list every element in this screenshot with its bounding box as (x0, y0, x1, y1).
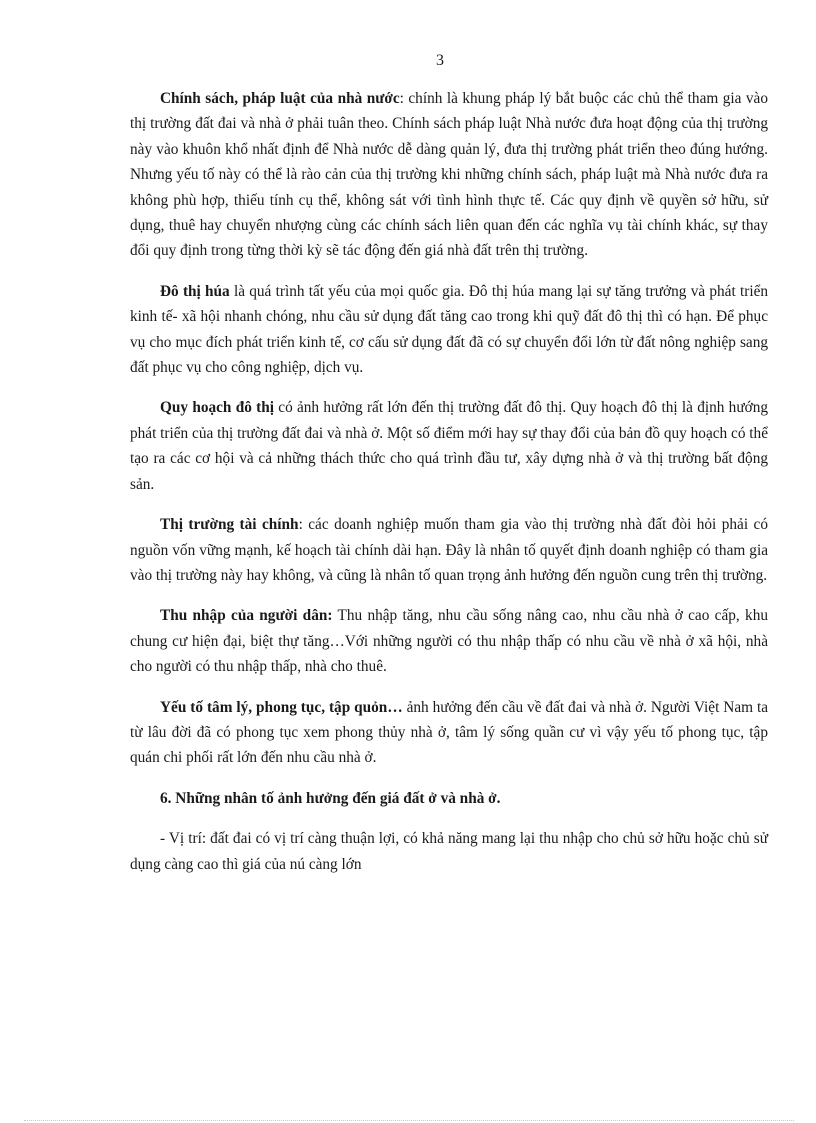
section-heading (130, 786, 768, 811)
paragraph-urbanization (130, 279, 768, 381)
bullet-location: - Vị trí: đất đai có vị trí càng thuận lợi, có khả năng mang lại thu nhập cho chủ sở hữu hoặc chủ sử dụng càng cao thì giá của nú càng lớn (130, 830, 768, 873)
paragraph-text: ảnh hưởng đến cầu về đất đai và nhà ở. Người Việt Nam ta từ lâu đời đã có phong tục xem phong thủy nhà ở, tâm lý sống quần cư vì vậy yếu tố phong tục, tập quán chi phối rất lớn đến nhu cầu nhà ở. (130, 698, 768, 767)
paragraph-text: : chính là khung pháp lý bắt buộc các chủ thể tham gia vào thị trường đất đai và nhà ở phải tuân theo. Chính sách pháp luật Nhà nước đưa hoạt động của thị trường này vào khuôn khổ nhất định để Nhà nước dễ dàng quản lý, đưa thị trường phát triển theo đúng hướng. Nhưng yếu tố này có thể là rào cản của thị trường khi những chính sách, pháp luật mà Nhà nước đưa ra không phù hợp, thiếu tính cụ thể, không sát với tình hình thực tế. Các quy định về quyền sở hữu, sử dụng, thuê hay chuyển nhượng cùng các chính sách liên quan đến các nghĩa vụ tài chính khác, sự thay đổi quy định trong từng thời kỳ sẽ tác động đến giá nhà đất trên thị trường. (130, 90, 768, 260)
page-bottom-divider (24, 1120, 794, 1121)
paragraph-text: Thu nhập tăng, nhu cầu sống nâng cao, nhu cầu nhà ở cao cấp, khu chung cư hiện đại, biệt thự tăng…Với những người có thu nhập thấp có nhu cầu về nhà ở xã hội, nhà cho người có thu nhập thấp, nhà cho thuê. (130, 607, 768, 676)
page-number: 3 (436, 52, 444, 69)
paragraph-urban-planning (130, 395, 768, 497)
paragraph-lead: Yếu tố tâm lý, phong tục, tập quỏn… (160, 698, 403, 716)
paragraph-financial-market (130, 512, 768, 588)
paragraph-lead: Thu nhập của người dân: (160, 607, 333, 625)
paragraph-lead: Đô thị húa (160, 282, 230, 300)
paragraph-text: có ảnh hưởng rất lớn đến thị trường đất đô thị. Quy hoạch đô thị là định hướng phát triển của thị trường đất đai và nhà ở. Một số điểm mới hay sự thay đổi của bản đồ quy hoạch có thể tạo ra các cơ hội và cả những thách thức cho quá trình đầu tư, xây dựng nhà ở và thị trường bất động sản. (130, 399, 768, 493)
paragraph-psychology-customs (130, 695, 768, 771)
section-heading-text: 6. Những nhân tố ảnh hưởng đến giá đất ở và nhà ở. (160, 789, 501, 807)
paragraph-text: là quá trình tất yếu của mọi quốc gia. Đô thị húa mang lại sự tăng trưởng và phát triển kinh tế- xã hội nhanh chóng, nhu cầu sử dụng đất tăng cao trong khi quỹ đất đô thị thì có hạn. Để phục vụ cho mục đích phát triển kinh tế, cơ cấu sử dụng đất đã có sự chuyển đổi lớn từ đất nông nghiệp sang đất phục vụ cho công nghiệp, dịch vụ. (130, 282, 769, 377)
paragraph-lead: Quy hoạch đô thị (160, 399, 274, 417)
paragraph-income (130, 603, 768, 679)
document-body (130, 86, 768, 892)
paragraph-lead: Chính sách, pháp luật của nhà nước (160, 90, 400, 107)
paragraph-policy-law (130, 86, 768, 264)
paragraph-lead: Thị trường tài chính (160, 516, 299, 534)
paragraph-text: : các doanh nghiệp muốn tham gia vào thị trường nhà đất đòi hỏi phải có nguồn vốn vững mạnh, kế hoạch tài chính dài hạn. Đây là nhân tố quyết định doanh nghiệp có tham gia vào thị trường này hay không, và cũng là nhân tố quan trọng ảnh hưởng đến nguồn cung trên thị trường. (130, 516, 768, 584)
